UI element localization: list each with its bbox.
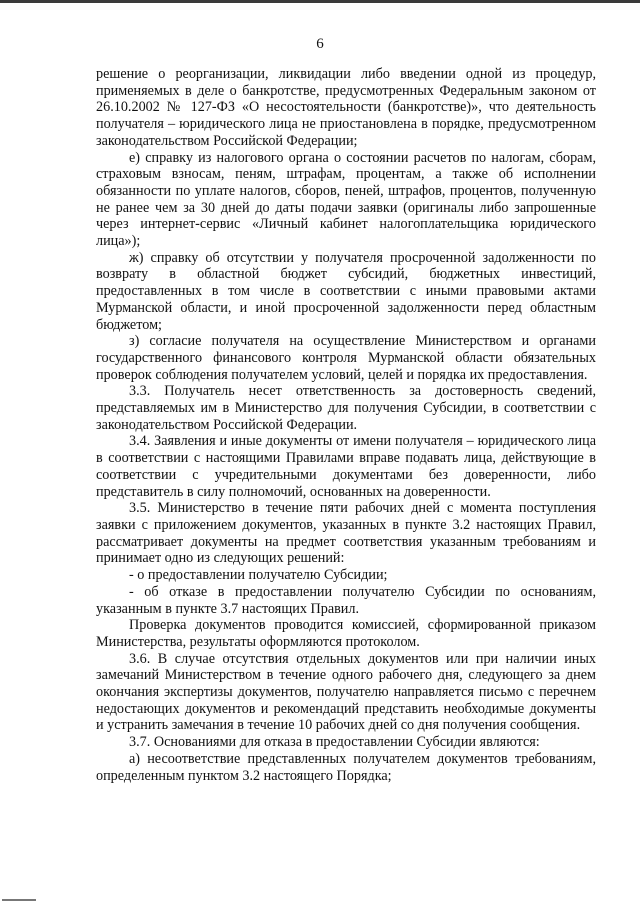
scan-edge-top [0, 0, 640, 3]
paragraph-commission: Проверка документов проводится комиссией, сформированной приказом Министерства, результаты оформляются протоколом. [96, 617, 596, 650]
paragraph-3-7: 3.7. Основаниями для отказа в предоставлении Субсидии являются: [129, 734, 540, 751]
scan-edge-bottom [2, 899, 36, 901]
paragraph-item-z: з) согласие получателя на осуществление Министерством и органами государственного финансового контроля Мурманской области обязательных проверок соблюдения получателем условий, целей и порядка их предоставления. [96, 333, 596, 383]
page-number: 6 [316, 36, 324, 52]
paragraph-3-5: 3.5. Министерство в течение пяти рабочих дней с момента поступления заявки с приложением документов, указанных в пункте 3.2 настоящих Правил, рассматривает документы на предмет соответствия указанным требованиям и принимает одно из следующих решений: [96, 500, 596, 567]
paragraph-item-e: е) справку из налогового органа о состоянии расчетов по налогам, сборам, страховым взносам, пеням, штрафам, процентам, а также об исполнении обязанности по уплате налогов, сборов, пеней, штрафов, процентов, полученную не ранее чем за 30 дней до даты подачи заявки (оригиналы либо запрошенные через интернет-сервис «Личный кабинет налогоплательщика юридического лица»); [96, 149, 596, 250]
paragraph-continuation: решение о реорганизации, ликвидации либо введении одной из процедур, применяемых в деле о банкротстве, предусмотренных Федеральным законом от 26.10.2002 № 127-ФЗ «О несостоятельности (банкротстве)», что деятельность получателя – юридического лица не приостановлена в порядке, предусмотренном законодательством Российской Федерации; [96, 66, 596, 149]
document-body [96, 66, 596, 784]
decision-grant: - о предоставлении получателю Субсидии; [129, 567, 388, 584]
decision-refuse: - об отказе в предоставлении получателю Субсидии по основаниям, указанным в пункте 3.7 настоящих Правил. [96, 583, 596, 617]
paragraph-3-4: 3.4. Заявления и иные документы от имени получателя – юридического лица в соответствии с настоящими Правилами вправе подавать лица, действующие в соответствии с учредительными документами без доверенности, либо представитель в силу полномочий, основанных на доверенности. [96, 433, 596, 500]
paragraph-3-3: 3.3. Получатель несет ответственность за достоверность сведений, представляемых им в Министерство для получения Субсидии, в соответствии с законодательством Российской Федерации. [96, 383, 596, 433]
paragraph-3-6: 3.6. В случае отсутствия отдельных документов или при наличии иных замечаний Министерством в течение одного рабочего дня, следующего за днем окончания экспертизы документов, получателю направляется письмо с перечнем недостающих документов и рекомендаций представить необходимые документы и устранить замечания в течение 10 рабочих дней со дня получения сообщения. [96, 650, 596, 734]
paragraph-item-a: а) несоответствие представленных получателем документов требованиям, определенным пунктом 3.2 настоящего Порядка; [96, 750, 596, 784]
paragraph-item-zh: ж) справку об отсутствии у получателя просроченной задолженности по возврату в областной бюджет субсидий, бюджетных инвестиций, предоставленных в том числе в соответствии с иными правовыми актами Мурманской области, и иной просроченной задолженности перед областным бюджетом; [96, 249, 596, 333]
